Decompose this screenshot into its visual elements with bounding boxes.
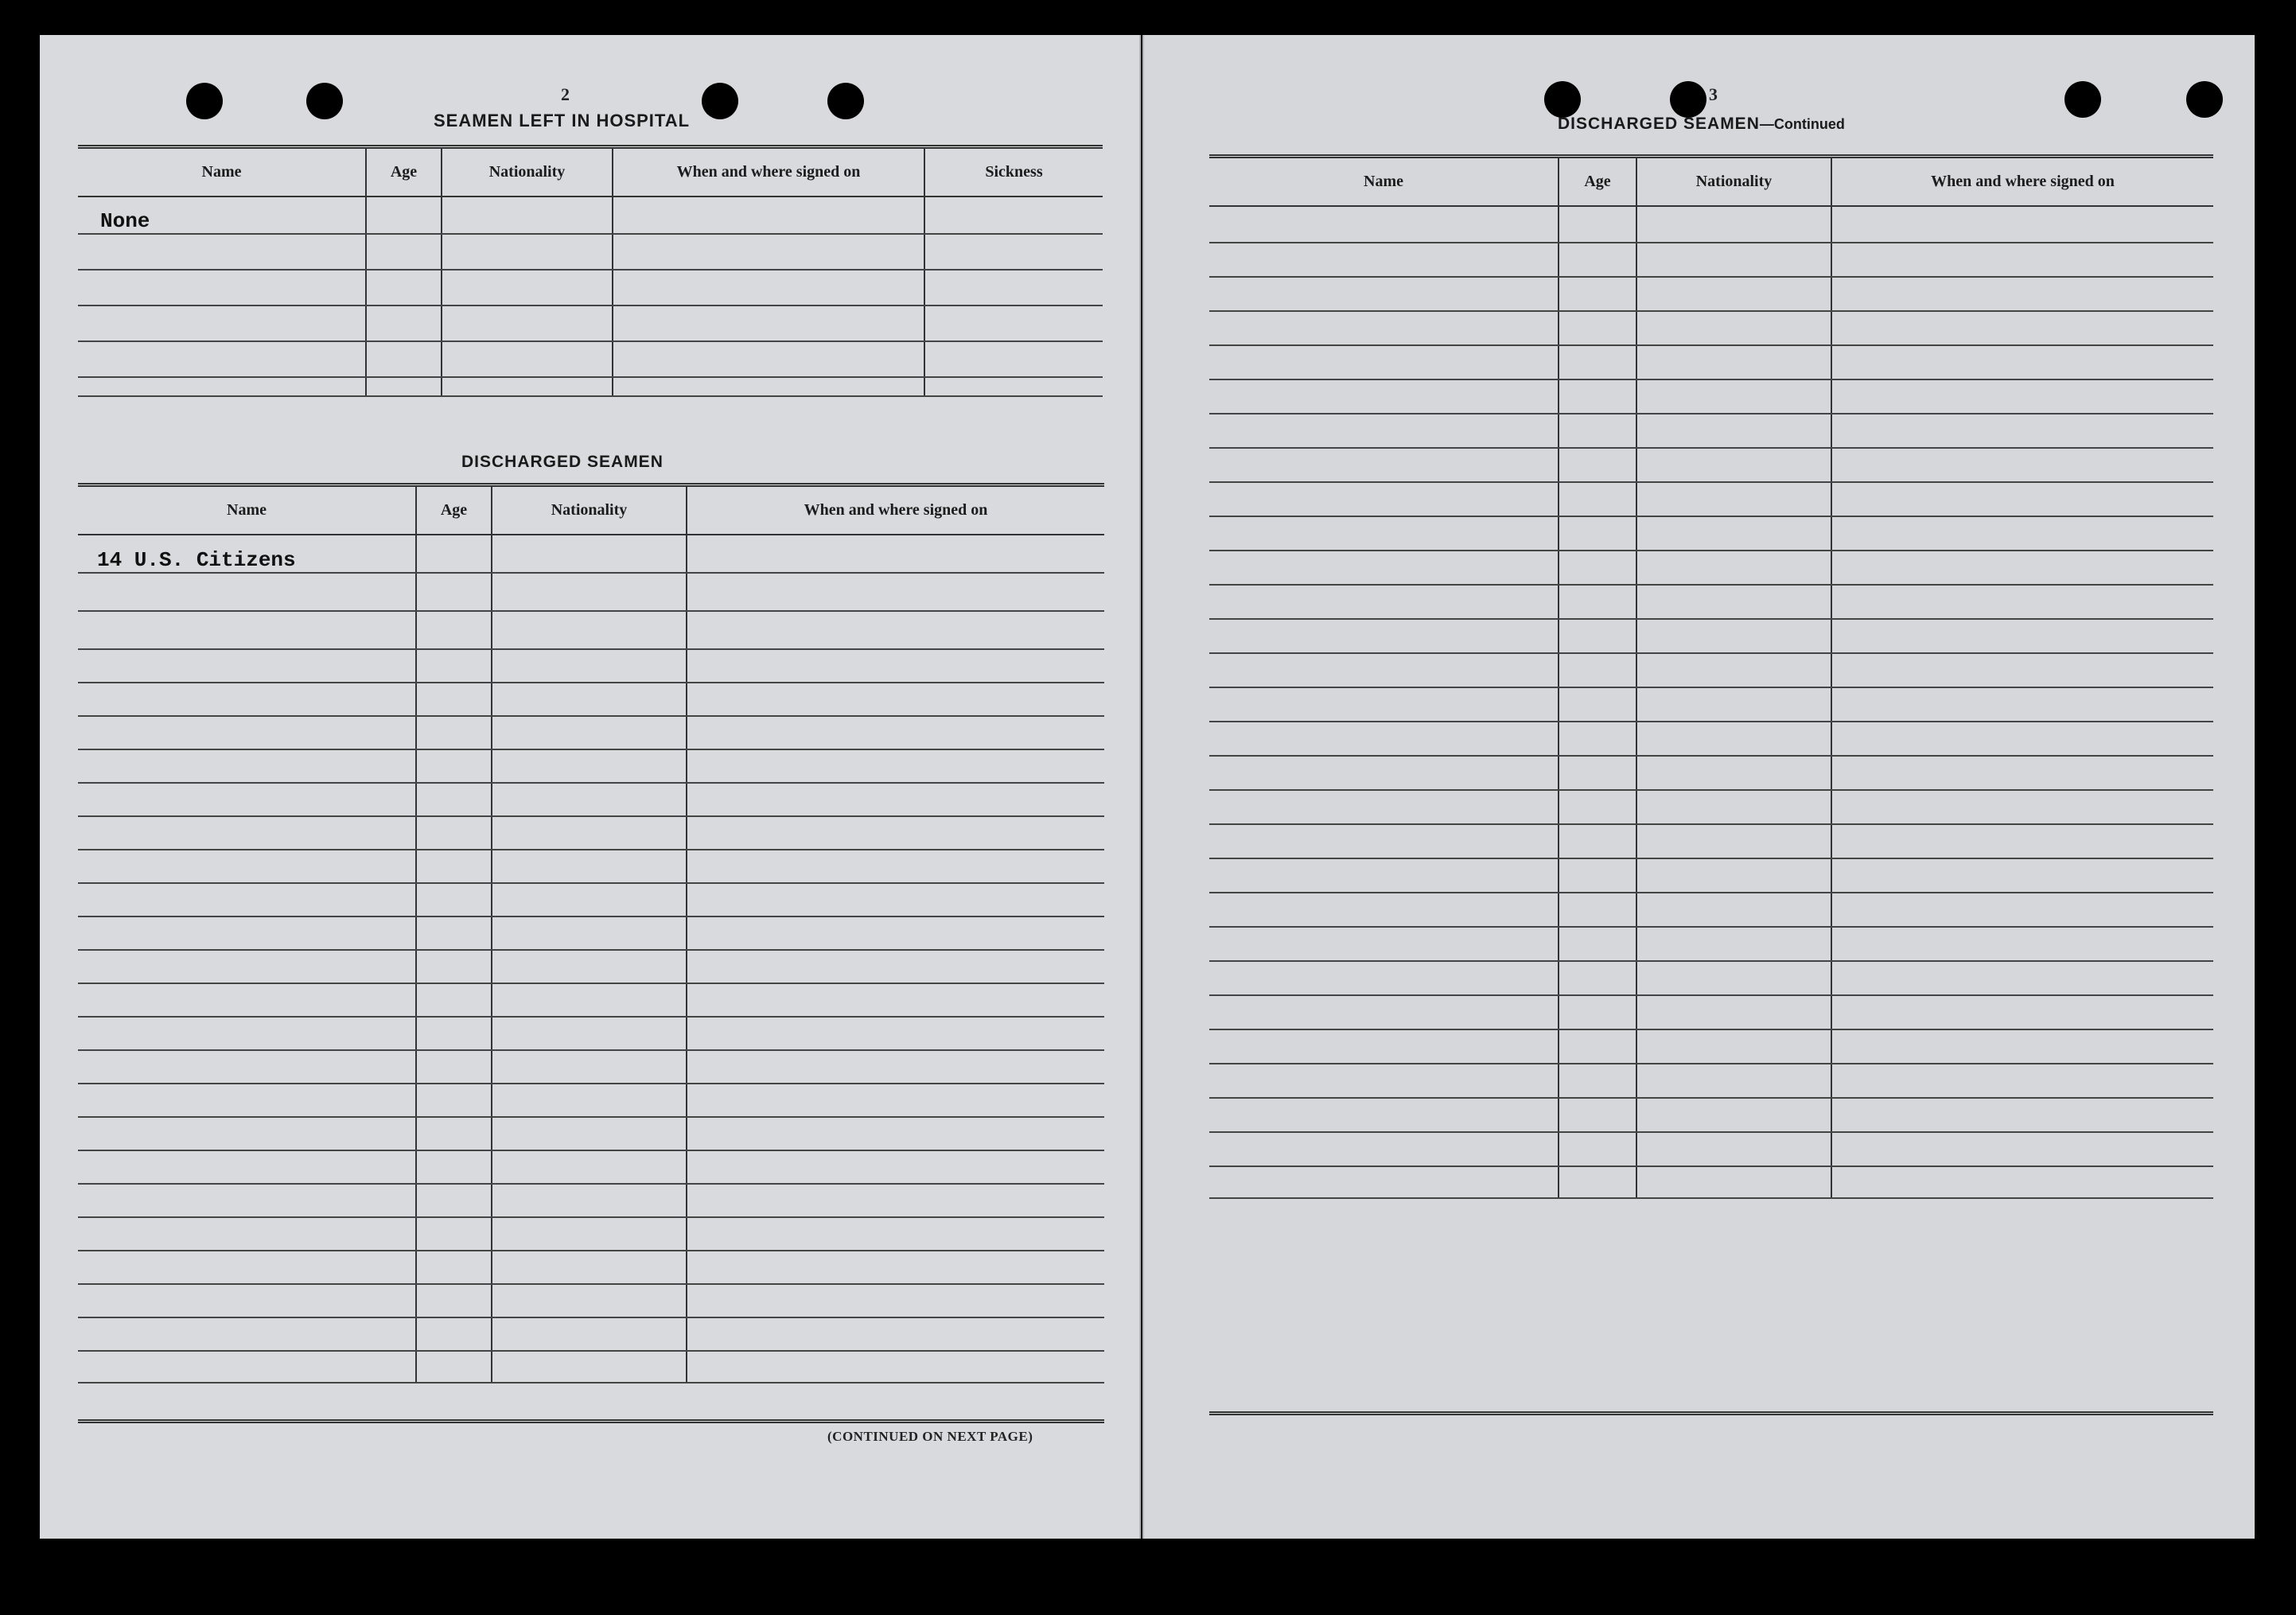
page-number: 2 [561,84,570,104]
bottom-double-rule [78,1419,1104,1423]
hospital-section-title: SEAMEN LEFT IN HOSPITAL [434,111,691,130]
column-header: When and where signed on [1831,157,2213,206]
discharged-continued-table [1209,154,2213,1199]
column-header: Age [1559,157,1636,206]
column-header: Nationality [1636,157,1831,206]
left-page [40,35,1141,1539]
binder-hole [2064,81,2101,118]
page-gutter [1139,35,1141,1539]
discharged-section-title: DISCHARGED SEAMEN [461,453,664,471]
continued-footer: (CONTINUED ON NEXT PAGE) [827,1429,1033,1444]
column-header: Nationality [442,147,613,197]
binder-hole [1544,81,1581,118]
right-page [1142,35,2255,1539]
binder-hole [1670,81,1706,118]
discharged-entry-name: 14 U.S. Citizens [78,535,416,573]
page-gutter [1142,35,1144,1539]
hospital-entry-name: None [78,197,366,234]
discharged-continued-title [1558,115,1845,134]
column-header: Name [78,485,416,535]
title-text: DISCHARGED SEAMEN [1558,115,1760,133]
column-header: Name [78,147,366,197]
column-header: Age [416,485,492,535]
binder-hole [2186,81,2223,118]
binder-hole [186,83,223,119]
discharged-table [78,483,1104,1383]
binder-hole [827,83,864,119]
column-header: Name [1209,157,1559,206]
column-header: Sickness [924,147,1103,197]
hospital-table [78,145,1103,397]
page-number: 3 [1709,84,1718,104]
column-header: When and where signed on [687,485,1104,535]
bottom-double-rule [1209,1411,2213,1415]
title-suffix: —Continued [1759,116,1845,132]
binder-hole [306,83,343,119]
column-header: Nationality [492,485,687,535]
binder-hole [702,83,738,119]
column-header: When and where signed on [613,147,924,197]
column-header: Age [366,147,442,197]
